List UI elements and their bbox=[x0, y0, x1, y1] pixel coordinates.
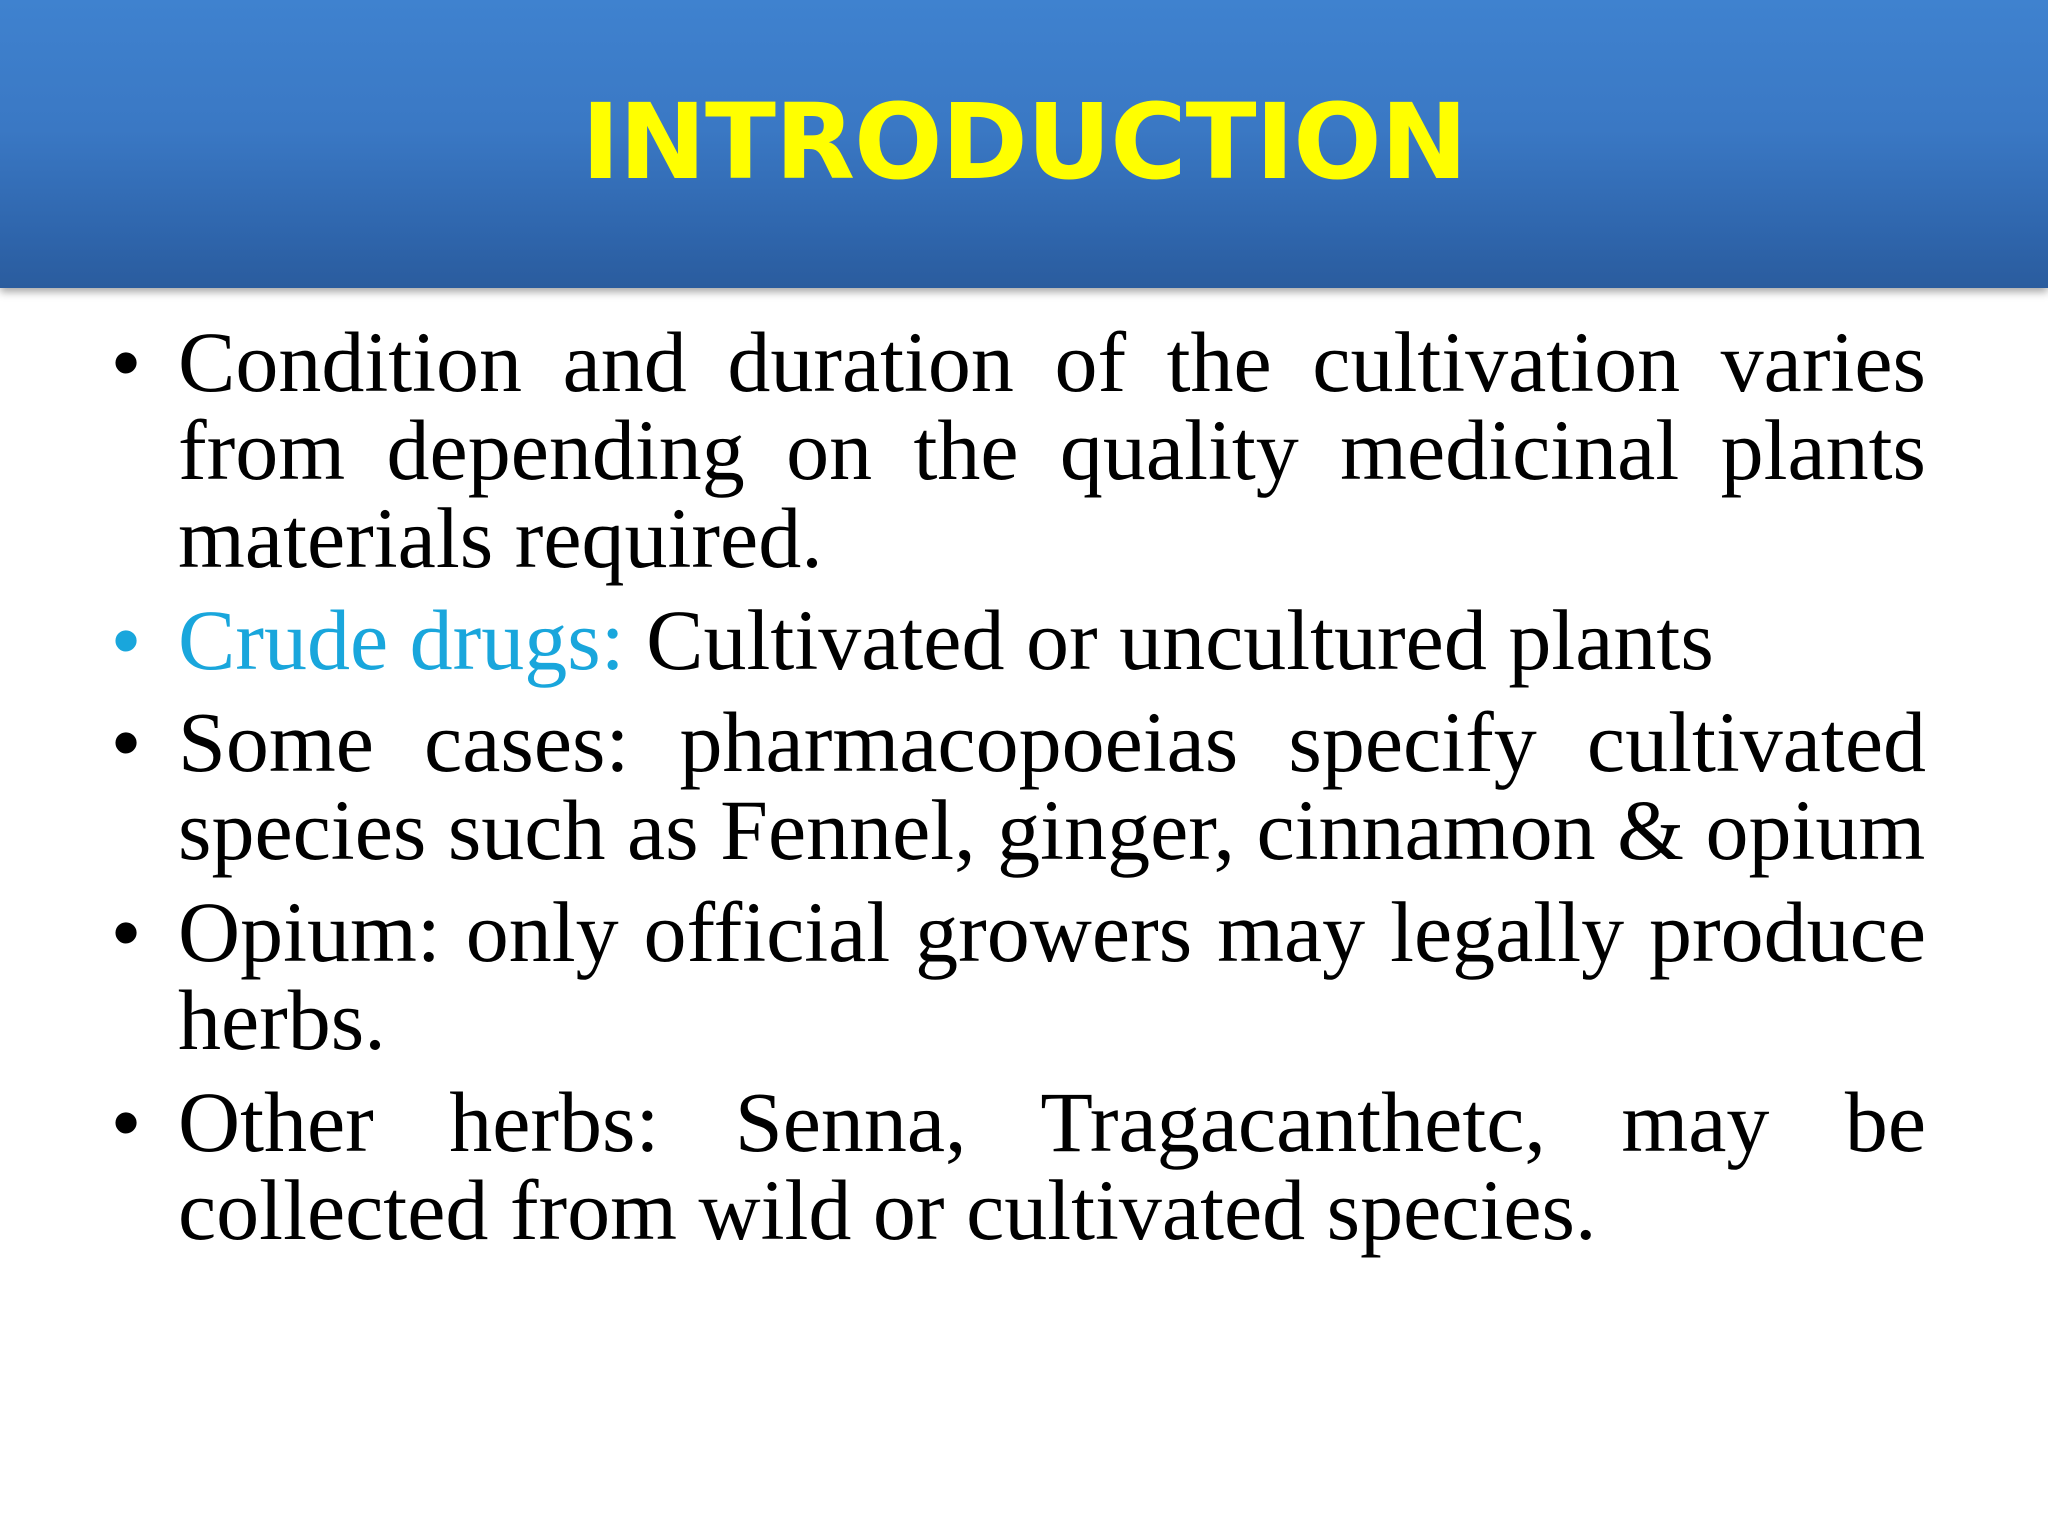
bullet-list bbox=[96, 314, 1926, 1268]
bullet-item-3 bbox=[96, 694, 1926, 878]
title-band bbox=[0, 0, 2048, 288]
bullet-item-1 bbox=[96, 314, 1926, 586]
bullet-icon: • bbox=[112, 888, 140, 976]
bullet-text: Opium: only official growers may legally produce herbs. bbox=[178, 884, 1926, 1068]
bullet-text: Other herbs: Senna, Tragacanthetc, may be collected from wild or cultivated species. bbox=[178, 1074, 1926, 1258]
bullet-lead: Crude drugs: bbox=[178, 592, 625, 688]
bullet-item-2 bbox=[96, 592, 1926, 688]
bullet-item-5 bbox=[96, 1074, 1926, 1258]
bullet-icon: • bbox=[112, 596, 140, 684]
bullet-icon: • bbox=[112, 1078, 140, 1166]
bullet-text: Condition and duration of the cultivation varies from depending on the quality medicinal plants materials required. bbox=[178, 314, 1926, 586]
bullet-text: Some cases: pharmacopoeias specify cultivated species such as Fennel, ginger, cinnamon & opium bbox=[178, 694, 1926, 878]
bullet-icon: • bbox=[112, 318, 140, 406]
slide-title: INTRODUCTION bbox=[581, 81, 1467, 203]
bullet-item-4 bbox=[96, 884, 1926, 1068]
bullet-icon: • bbox=[112, 698, 140, 786]
bullet-text: Cultivated or uncultured plants bbox=[624, 592, 1714, 688]
